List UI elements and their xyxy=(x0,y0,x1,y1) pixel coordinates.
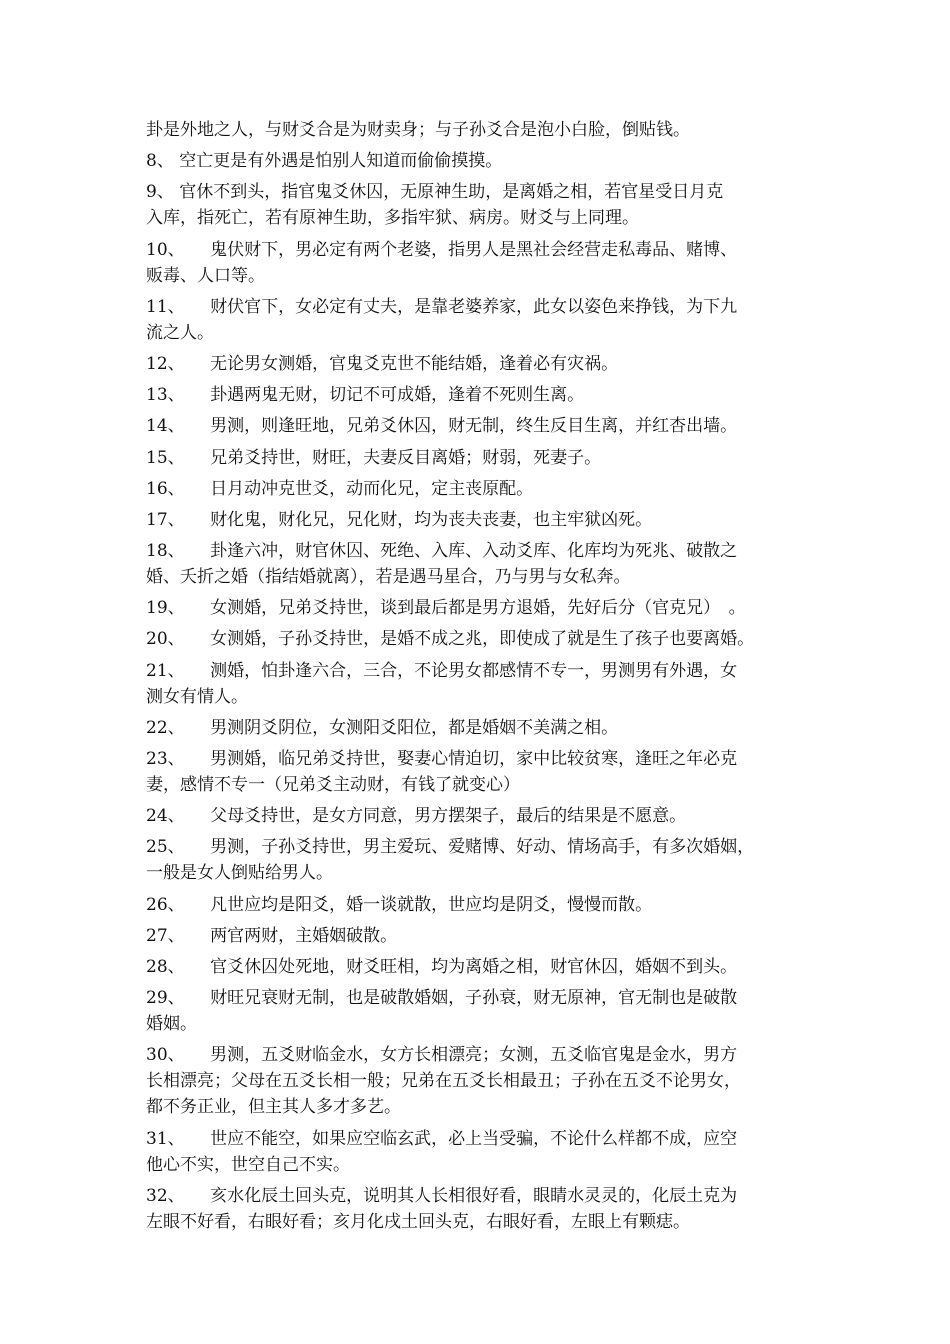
paragraph xyxy=(146,117,824,143)
text-line: 13、 卦遇两鬼无财，切记不可成婚，逢着不死则生离。 xyxy=(146,385,585,406)
text-line: 12、 无论男女测婚，官鬼爻克世不能结婚，逢着必有灾祸。 xyxy=(146,353,619,374)
text-line: 15、 兄弟爻持世，财旺，夫妻反目离婚；财弱，死妻子。 xyxy=(146,447,602,468)
paragraph xyxy=(146,148,824,174)
text-line: 测女有情人。 xyxy=(146,686,248,707)
paragraph xyxy=(146,1126,824,1178)
text-line: 卦是外地之人，与财爻合是为财卖身；与子孙爻合是泡小白脸，倒贴钱。 xyxy=(146,120,690,140)
text-line: 10、 鬼伏财下，男必定有两个老婆，指男人是黑社会经营走私毒品、赌博、 xyxy=(146,239,738,260)
paragraph xyxy=(146,954,824,980)
text-line: 他心不实，世空自己不实。 xyxy=(146,1154,350,1175)
text-line: 19、 女测婚，兄弟爻持世，谈到最后都是男方退婚，先好后分（官克兄） 。 xyxy=(146,598,746,619)
text-line: 8、 空亡更是有外遇是怕别人知道而偷偷摸摸。 xyxy=(146,151,503,172)
text-line: 26、 凡世应均是阳爻，婚一谈就散，世应均是阴爻，慢慢而散。 xyxy=(146,894,653,915)
text-line: 11、 财伏官下，女必定有丈夫，是靠老婆养家，此女以姿色来挣钱，为下九 xyxy=(146,296,738,317)
text-line: 23、 男测婚，临兄弟爻持世，娶妻心情迫切，家中比较贫寒，逢旺之年必克 xyxy=(146,749,738,769)
text-line: 31、 世应不能空，如果应空临玄武，必上当受骗，不论什么样都不成，应空 xyxy=(146,1128,738,1149)
paragraph xyxy=(146,413,824,439)
paragraph xyxy=(146,179,824,231)
text-line: 长相漂亮；父母在五爻长相一般；兄弟在五爻长相最丑；子孙在五爻不论男女， xyxy=(146,1071,741,1092)
text-line: 29、 财旺兄衰财无制，也是破散婚姻，子孙衰，财无原神，官无制也是破散 xyxy=(146,988,738,1009)
text-line: 一般是女人倒贴给男人。 xyxy=(146,863,333,884)
text-line: 18、 卦逢六冲，财官休囚、死绝、入库、入动爻库、化库均为死兆、破散之 xyxy=(146,541,738,562)
text-line: 9、 官休不到头，指官鬼爻休囚，无原神生助，是离婚之相，若官星受日月克 xyxy=(146,182,724,203)
text-line: 28、 官爻休囚处死地，财爻旺相，均为离婚之相，财官休囚，婚姻不到头。 xyxy=(146,956,738,977)
text-line: 入库，指死亡，若有原神生助，多指牢狱、病房。财爻与上同理。 xyxy=(146,208,639,229)
text-line: 30、 男测，五爻财临金水，女方长相漂亮；女测，五爻临官鬼是金水，男方 xyxy=(146,1045,738,1066)
paragraph xyxy=(146,294,824,346)
paragraph xyxy=(146,351,824,377)
paragraph xyxy=(146,834,824,886)
text-line: 32、 亥水化辰土回头克，说明其人长相很好看，眼睛水灵灵的，化辰土克为 xyxy=(146,1185,738,1206)
paragraph xyxy=(146,1183,824,1235)
text-line: 25、 男测，子孙爻持世，男主爱玩、爱赌博、好动、情场高手，有多次婚姻， xyxy=(146,837,755,858)
paragraph xyxy=(146,803,824,829)
paragraph xyxy=(146,1042,824,1120)
text-line: 婚、夭折之婚（指结婚就离），若是遇马星合，乃与男与女私奔。 xyxy=(146,567,631,588)
text-line: 16、 日月动冲克世爻，动而化兄，定主丧原配。 xyxy=(146,478,534,499)
text-line: 27、 两官两财，主婚姻破散。 xyxy=(146,925,398,946)
text-line: 贩毒、人口等。 xyxy=(146,265,265,286)
paragraph xyxy=(146,382,824,408)
paragraph xyxy=(146,538,824,590)
paragraph xyxy=(146,658,824,710)
text-line: 24、 父母爻持世，是女方同意，男方摆架子，最后的结果是不愿意。 xyxy=(146,806,687,827)
text-line: 都不务正业，但主其人多才多艺。 xyxy=(146,1097,401,1118)
paragraph xyxy=(146,476,824,502)
text-line: 流之人。 xyxy=(146,322,214,343)
text-line: 妻，感情不专一（兄弟爻主动财，有钱了就变心） xyxy=(146,775,520,795)
text-line: 22、 男测阴爻阴位，女测阳爻阳位，都是婚姻不美满之相。 xyxy=(146,717,619,738)
text-line: 20、 女测婚，子孙爻持世，是婚不成之兆，即使成了就是生了孩子也要离婚。 xyxy=(146,629,755,650)
paragraph xyxy=(146,445,824,471)
paragraph xyxy=(146,715,824,741)
paragraph xyxy=(146,237,824,289)
text-line: 21、 测婚，怕卦逢六合，三合，不论男女都感情不专一，男测男有外遇，女 xyxy=(146,660,738,681)
text-line: 婚姻。 xyxy=(146,1014,197,1035)
paragraph xyxy=(146,923,824,949)
paragraph xyxy=(146,892,824,918)
paragraph xyxy=(146,985,824,1037)
paragraph xyxy=(146,507,824,533)
text-line: 左眼不好看，右眼好看；亥月化戌土回头克，右眼好看，左眼上有颗痣。 xyxy=(146,1211,690,1232)
paragraph xyxy=(146,595,824,621)
text-line: 14、 男测，则逢旺地，兄弟爻休囚，财无制，终生反目生离，并红杏出墙。 xyxy=(146,416,738,437)
text-line: 17、 财化鬼，财化兄，兄化财，均为丧夫丧妻，也主牢狱凶死。 xyxy=(146,509,653,530)
paragraph xyxy=(146,746,824,798)
document-body xyxy=(146,117,824,1235)
paragraph xyxy=(146,626,824,652)
